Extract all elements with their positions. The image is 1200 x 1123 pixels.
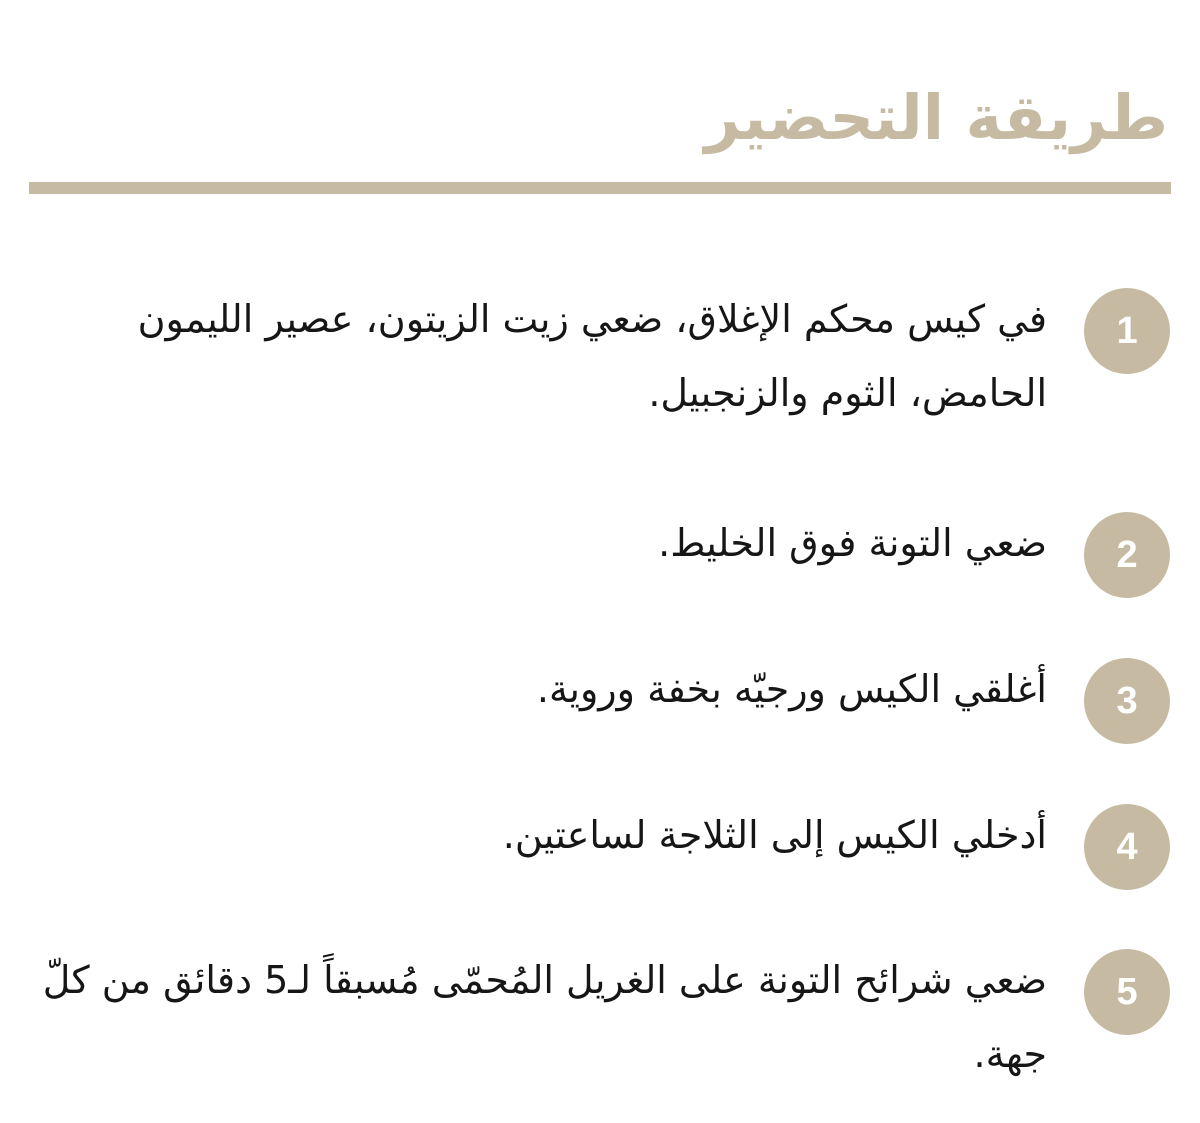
step-text: ضعي التونة فوق الخليط. (658, 521, 1047, 565)
step-number-badge: 3 (1084, 658, 1170, 744)
page-title: طريقة التحضير (704, 81, 1168, 154)
step-number-badge: 1 (1084, 288, 1170, 374)
step-number-badge: 2 (1084, 512, 1170, 598)
step-text: ضعي شرائح التونة على الغريل المُحمّى مُسبقاً لـ5 دقائق من كلّ جهة. (42, 958, 1047, 1076)
step-text: أدخلي الكيس إلى الثلاجة لساعتين. (502, 813, 1047, 857)
step-text: أغلقي الكيس ورجيّه بخفة وروية. (536, 667, 1047, 711)
step-text: في كيس محكم الإغلاق، ضعي زيت الزيتون، عصير الليمون الحامض، الثوم والزنجبيل. (137, 297, 1047, 415)
step-number-badge: 5 (1084, 949, 1170, 1035)
title-divider (29, 182, 1171, 194)
step-number-badge: 4 (1084, 804, 1170, 890)
